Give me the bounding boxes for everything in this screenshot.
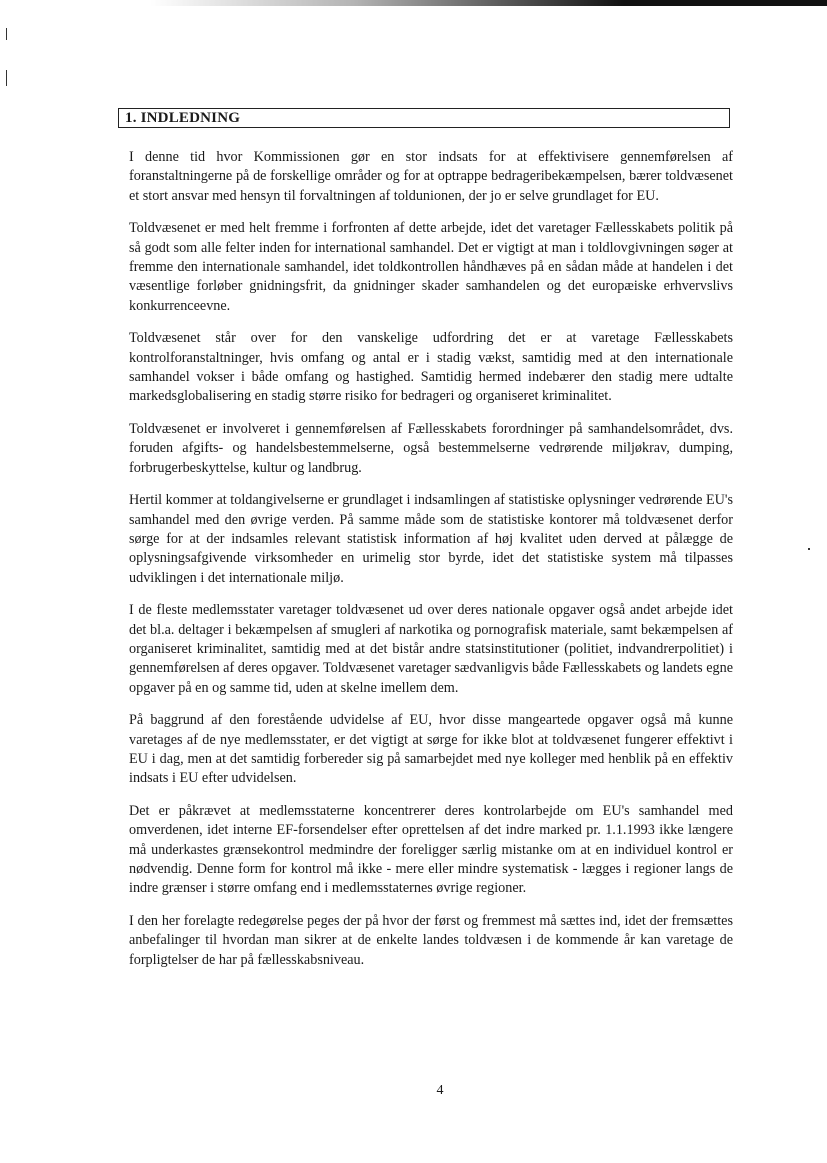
paragraph: Toldvæsenet står over for den vanskelige udfordring det er at varetage Fællesskabets kontrolforanstaltninger, hvis omfang og antal er i stadig vækst, samtidig med at den internationale samhandel vokser i både omfang og hastighed. Samtidig hermed indebærer den stadig mere udtalte markedsglobalisering en stadig større risiko for bedrageri og organiseret kriminalitet. <box>129 330 733 405</box>
scan-edge-shadow <box>150 0 827 6</box>
paragraph: Hertil kommer at toldangivelserne er grundlaget i indsamlingen af statistiske oplysninger vedrørende EU's samhandel med den øvrige verden. På samme måde som de statistiske kontorer må toldvæsenet derfor sørge for at der indsamles relevant statistisk information af høj kvalitet uden derved at pålægge de oplysningsafgivende virksomheder en urimelig stor byrde, idet det statistiske system må tilpasses udviklingen i det internationale miljø. <box>129 492 733 586</box>
paragraph: Toldvæsenet er involveret i gennemførelsen af Fællesskabets forordninger på samhandelsområdet, dvs. foruden afgifts- og handelsbestemmelserne, også bestemmelserne vedrørende miljøkrav, dumping, forbrugerbeskyttelse, kultur og landbrug. <box>129 420 733 476</box>
paragraph: Toldvæsenet er med helt fremme i forfronten af dette arbejde, idet det varetager Fællesskabets politik på så godt som alle felter inden for international samhandel. Det er vigtigt at man i toldlovgivningen søger at fremme den internationale samhandel, idet toldkontrollen håndhæves på en sådan måde at handelen i det væsentlige forløber gnidningsfrit, da gnidninger skader samhandelen og det europæiske erhvervslivs konkurrenceevne. <box>129 220 733 314</box>
section-heading: 1. INDLEDNING <box>125 110 241 126</box>
paragraph: I den her forelagte redegørelse peges der på hvor der først og fremmest må sættes ind, idet der fremsættes anbefalinger til hvordan man sikrer at de enkelte landes toldvæsen i de kommende år kan varetage de forpligtelser de har på fællesskabsniveau. <box>129 912 733 968</box>
section-heading-box <box>118 108 730 128</box>
scan-artifact <box>808 548 810 550</box>
paragraph: På baggrund af den forestående udvidelse af EU, hvor disse mangeartede opgaver også må kunne varetages af de nye medlemsstater, er det vigtigt at sørge for ikke blot at toldvæsenet fungerer effektivt i EU i dag, men at det samtidig forbereder sig på samarbejdet med nye kolleger med henblik på en effektiv indsats i EU efter udvidelsen. <box>129 712 733 787</box>
paragraph: I denne tid hvor Kommissionen gør en stor indsats for at effektivisere gennemførelsen af foranstaltningerne på de forskellige områder og for at optrappe bedrageribekæmpelsen, bærer toldvæsenet et stort ansvar med hensyn til forvaltningen af toldunionen, der jo er selve grundlaget for EU. <box>129 149 733 204</box>
body-text <box>129 148 733 983</box>
scan-artifact <box>6 28 7 40</box>
paragraph: Det er påkrævet at medlemsstaterne koncentrerer deres kontrolarbejde om EU's samhandel med omverdenen, idet interne EF-forsendelser efter oprettelsen af det indre marked pr. 1.1.1993 ikke længere må underkastes grænsekontrol medmindre der foreligger særlig mistanke om at en individuel kontrol er nødvendig. Denne form for kontrol må ikke - mere eller mindre systematisk - lægges i regioner langs de indre grænser i større omfang end i medlemsstaternes øvrige regioner. <box>129 802 733 897</box>
scan-artifact <box>6 70 7 86</box>
paragraph: I de fleste medlemsstater varetager toldvæsenet ud over deres nationale opgaver også andet arbejde idet det bl.a. deltager i bekæmpelsen af smugleri af narkotika og pornografisk materiale, samt bekæmpelsen af organiseret kriminalitet, samtidig med at det bistår andre statsinstitutioner (politiet, indvandrerpolitiet) i gennemførelsen af deres opgaver. Toldvæsenet varetager sædvanligvis både Fællesskabets og landets egne opgaver på en og samme tid, uden at skelne imellem dem. <box>129 602 733 696</box>
page-number: 4 <box>436 1083 444 1098</box>
